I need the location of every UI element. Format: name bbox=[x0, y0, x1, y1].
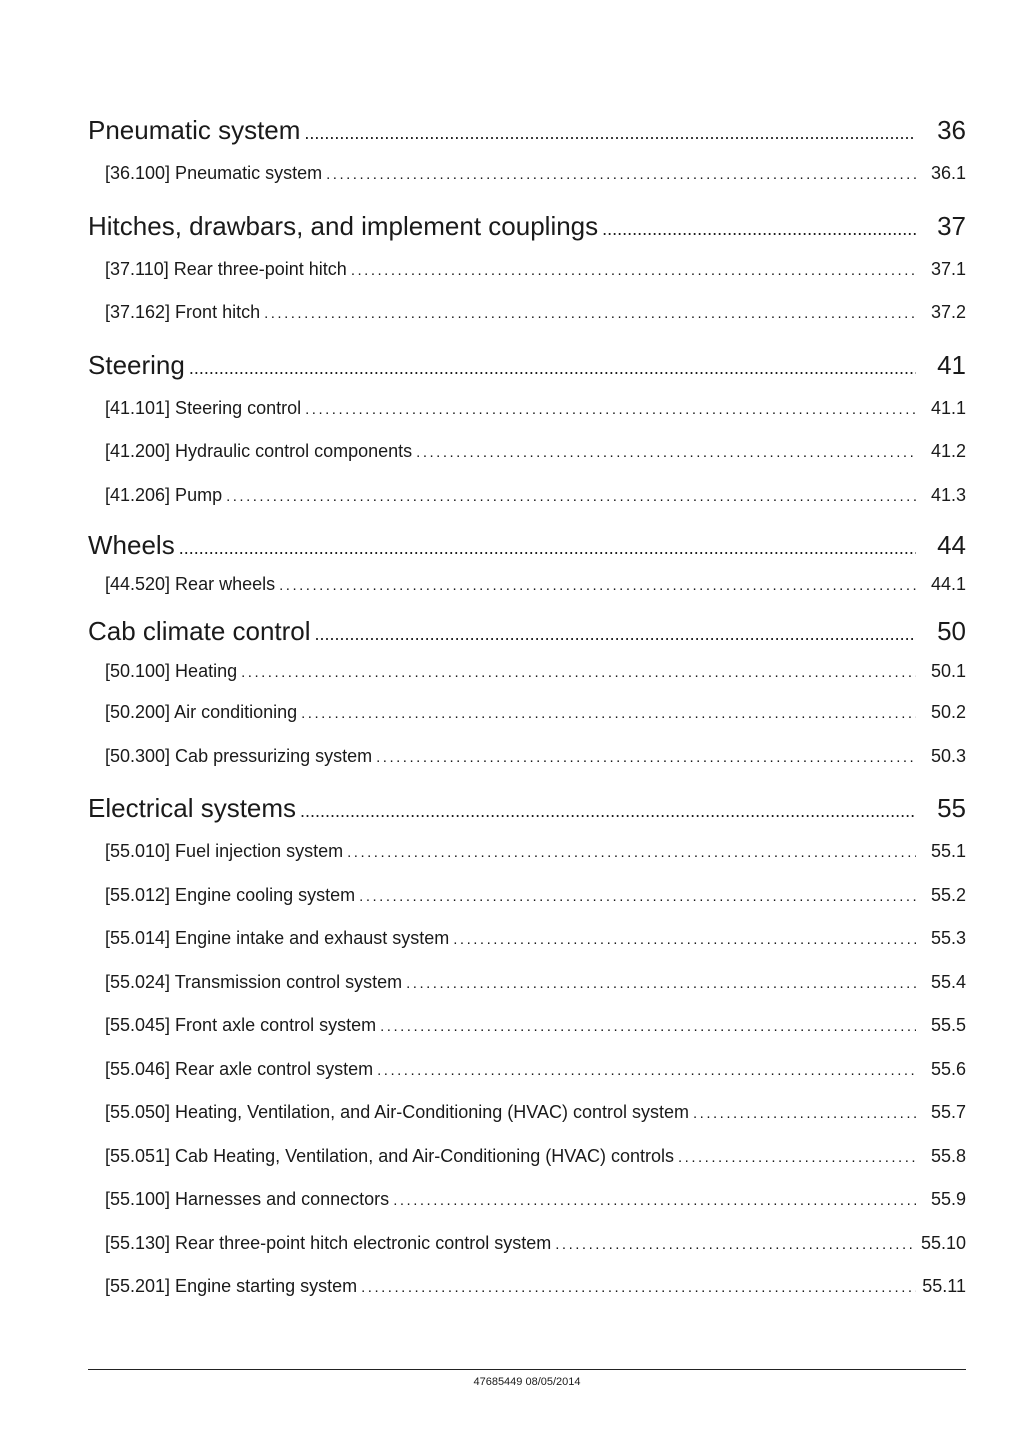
dot-leader bbox=[678, 1136, 916, 1180]
dot-leader bbox=[300, 789, 916, 833]
toc-entry-title: [37.162] Front hitch bbox=[105, 302, 261, 322]
toc-entry-title: [41.206] Pump bbox=[105, 484, 223, 505]
toc-entry-page: 41.1 bbox=[930, 397, 966, 418]
toc-entry-page: 36.1 bbox=[930, 163, 966, 183]
toc-entry-page: 55.10 bbox=[920, 1232, 966, 1253]
toc-entry-title: [55.130] Rear three-point hitch electronic control system bbox=[105, 1232, 552, 1253]
toc-entry-title: Electrical systems bbox=[88, 793, 297, 823]
footer-document-id: 47685449 08/05/2014 bbox=[473, 1376, 581, 1388]
toc-chapter-cab-climate-control[interactable] bbox=[88, 611, 966, 651]
toc-section-55-014[interactable] bbox=[88, 917, 966, 961]
toc-entry-title: Steering bbox=[88, 349, 185, 380]
toc-entry-page: 55.8 bbox=[930, 1145, 966, 1166]
toc-entry-page: 55.3 bbox=[930, 928, 966, 948]
toc-entry-title: [55.045] Front axle control system bbox=[105, 1015, 377, 1035]
dot-leader bbox=[453, 918, 916, 962]
toc-entry-title: Hitches, drawbars, and implement couplings bbox=[88, 210, 599, 241]
toc-entry-title: [36.100] Pneumatic system bbox=[105, 163, 323, 183]
toc-section-50-100[interactable] bbox=[88, 651, 966, 691]
dot-leader bbox=[361, 1266, 916, 1310]
toc-entry-page: 37.2 bbox=[930, 302, 966, 322]
table-of-contents bbox=[88, 108, 966, 1309]
toc-entry-title: [55.012] Engine cooling system bbox=[105, 884, 356, 905]
toc-section-55-010[interactable] bbox=[88, 830, 966, 874]
toc-entry-page: 55.2 bbox=[930, 884, 966, 905]
dot-leader bbox=[602, 207, 916, 251]
toc-section-55-050[interactable] bbox=[88, 1091, 966, 1135]
toc-entry-title: [50.100] Heating bbox=[105, 661, 238, 681]
dot-leader bbox=[555, 1223, 916, 1267]
toc-entry-title: [50.200] Air conditioning bbox=[105, 702, 298, 722]
toc-entry-page: 41.3 bbox=[930, 484, 966, 505]
toc-entry-title: [55.050] Heating, Ventilation, and Air-Conditioning (HVAC) control system bbox=[105, 1102, 689, 1122]
toc-entry-title: [55.046] Rear axle control system bbox=[105, 1058, 374, 1079]
toc-section-55-045[interactable] bbox=[88, 1004, 966, 1048]
dot-leader bbox=[279, 567, 916, 605]
toc-section-55-051[interactable] bbox=[88, 1135, 966, 1179]
toc-section-37-110[interactable] bbox=[88, 248, 966, 292]
toc-section-55-046[interactable] bbox=[88, 1048, 966, 1092]
toc-section-50-300[interactable] bbox=[88, 735, 966, 779]
dot-leader bbox=[189, 346, 916, 390]
toc-section-55-024[interactable] bbox=[88, 961, 966, 1005]
toc-section-41-101[interactable] bbox=[88, 387, 966, 431]
toc-entry-title: [44.520] Rear wheels bbox=[105, 574, 276, 594]
toc-entry-page: 55.6 bbox=[930, 1058, 966, 1079]
toc-section-55-130[interactable] bbox=[88, 1222, 966, 1266]
dot-leader bbox=[380, 1005, 916, 1049]
dot-leader bbox=[304, 111, 916, 155]
toc-entry-page: 37.1 bbox=[930, 258, 966, 279]
toc-entry-page: 37 bbox=[937, 210, 966, 241]
dot-leader bbox=[693, 1092, 916, 1136]
toc-entry-page: 50.3 bbox=[930, 745, 966, 766]
dot-leader bbox=[326, 153, 916, 197]
toc-entry-title: Cab climate control bbox=[88, 616, 311, 646]
toc-section-55-100[interactable] bbox=[88, 1178, 966, 1222]
dot-leader bbox=[347, 831, 916, 875]
toc-entry-page: 55.5 bbox=[930, 1015, 966, 1035]
toc-section-44-520[interactable] bbox=[88, 565, 966, 603]
toc-entry-title: Pneumatic system bbox=[88, 115, 301, 145]
toc-entry-title: [37.110] Rear three-point hitch bbox=[105, 258, 347, 279]
toc-entry-page: 55.7 bbox=[930, 1102, 966, 1122]
toc-entry-title: Wheels bbox=[88, 530, 175, 560]
dot-leader bbox=[351, 249, 916, 293]
dot-leader bbox=[393, 1179, 916, 1223]
toc-section-37-162[interactable] bbox=[88, 291, 966, 335]
dot-leader bbox=[226, 475, 916, 519]
toc-entry-page: 55.9 bbox=[930, 1189, 966, 1209]
toc-entry-page: 41 bbox=[937, 349, 966, 380]
dot-leader bbox=[241, 653, 916, 693]
dot-leader bbox=[264, 292, 916, 336]
toc-chapter-hitches[interactable] bbox=[88, 204, 966, 248]
toc-entry-page: 55.4 bbox=[930, 971, 966, 992]
toc-entry-title: [55.100] Harnesses and connectors bbox=[105, 1189, 390, 1209]
toc-entry-page: 55.11 bbox=[922, 1276, 966, 1296]
toc-entry-title: [50.300] Cab pressurizing system bbox=[105, 745, 373, 766]
toc-entry-page: 55.1 bbox=[930, 841, 966, 861]
toc-entry-title: [55.201] Engine starting system bbox=[105, 1276, 358, 1296]
toc-entry-title: [55.051] Cab Heating, Ventilation, and Air-Conditioning (HVAC) controls bbox=[105, 1145, 674, 1166]
dot-leader bbox=[305, 388, 916, 432]
toc-section-55-201[interactable] bbox=[88, 1265, 966, 1309]
toc-entry-title: [41.101] Steering control bbox=[105, 397, 302, 418]
toc-entry-title: [55.024] Transmission control system bbox=[105, 971, 403, 992]
toc-entry-page: 50.2 bbox=[930, 702, 966, 722]
toc-chapter-pneumatic-system[interactable] bbox=[88, 108, 966, 152]
dot-leader bbox=[301, 692, 916, 736]
toc-entry-title: [55.014] Engine intake and exhaust system bbox=[105, 928, 450, 948]
toc-entry-page: 44 bbox=[937, 530, 966, 560]
toc-section-50-200[interactable] bbox=[88, 691, 966, 735]
toc-entry-page: 36 bbox=[937, 115, 966, 145]
toc-section-41-206[interactable] bbox=[88, 474, 966, 518]
toc-section-55-012[interactable] bbox=[88, 874, 966, 918]
dot-leader bbox=[406, 962, 916, 1006]
toc-entry-page: 50 bbox=[937, 616, 966, 646]
toc-entry-page: 44.1 bbox=[930, 574, 966, 594]
toc-chapter-wheels[interactable] bbox=[88, 525, 966, 565]
toc-chapter-steering[interactable] bbox=[88, 343, 966, 387]
dot-leader bbox=[377, 1049, 916, 1093]
dot-leader bbox=[179, 528, 916, 568]
toc-entry-page: 55 bbox=[937, 793, 966, 823]
dot-leader bbox=[359, 875, 916, 919]
dot-leader bbox=[416, 431, 916, 475]
toc-entry-page: 50.1 bbox=[930, 661, 966, 681]
toc-entry-title: [55.010] Fuel injection system bbox=[105, 841, 344, 861]
toc-section-41-200[interactable] bbox=[88, 430, 966, 474]
footer-divider bbox=[88, 1369, 966, 1370]
toc-section-36-100[interactable] bbox=[88, 152, 966, 196]
dot-leader bbox=[376, 736, 916, 780]
dot-leader bbox=[315, 614, 916, 654]
toc-entry-page: 41.2 bbox=[930, 441, 966, 461]
toc-entry-title: [41.200] Hydraulic control components bbox=[105, 441, 413, 461]
toc-chapter-electrical-systems[interactable] bbox=[88, 786, 966, 830]
